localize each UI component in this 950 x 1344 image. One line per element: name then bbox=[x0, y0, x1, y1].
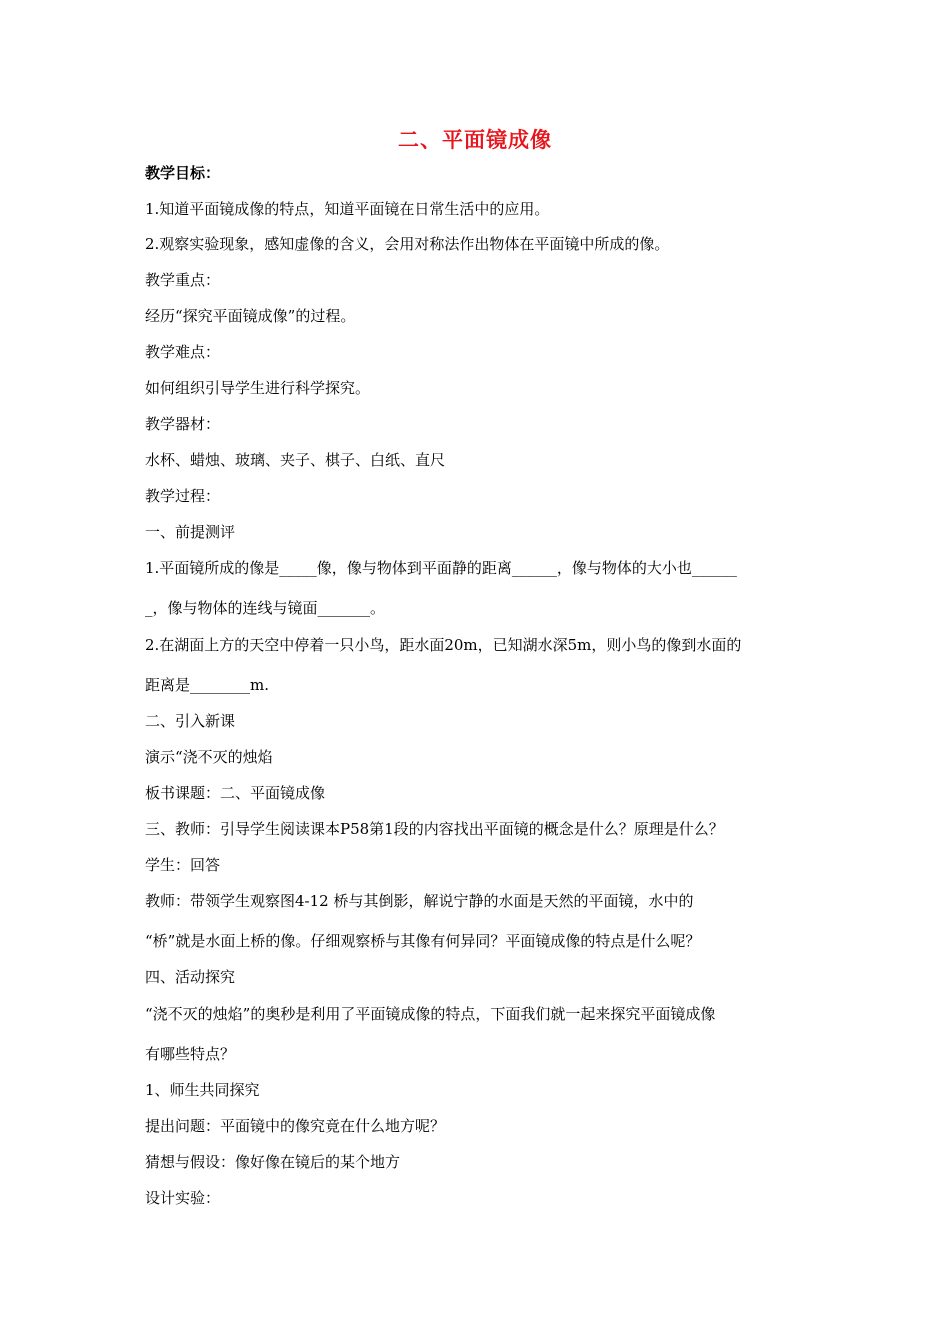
section-heading: 教学器材： bbox=[145, 415, 221, 433]
paragraph: “桥”就是水面上桥的像。仔细观察桥与其像有何异同？平面镜成像的特点是什么呢？ bbox=[145, 932, 701, 950]
subsection-heading: 一、前提测评 bbox=[145, 523, 236, 541]
section-heading: 教学难点： bbox=[145, 343, 221, 361]
question-text: 距离是________m. bbox=[145, 676, 269, 694]
paragraph: 设计实验： bbox=[145, 1189, 221, 1207]
paragraph: 提出问题：平面镜中的像究竟在什么地方呢？ bbox=[145, 1117, 446, 1135]
paragraph: 水杯、蜡烛、玻璃、夹子、棋子、白纸、直尺 bbox=[145, 451, 446, 469]
paragraph: 如何组织引导学生进行科学探究。 bbox=[145, 379, 371, 397]
paragraph: 有哪些特点？ bbox=[145, 1045, 236, 1063]
paragraph: 猜想与假设：像好像在镜后的某个地方 bbox=[145, 1153, 401, 1171]
subsection-heading: 二、引入新课 bbox=[145, 712, 236, 730]
subsection-heading: 1、师生共同探究 bbox=[145, 1081, 260, 1099]
section-heading-teaching-goals: 教学目标： bbox=[145, 164, 221, 182]
paragraph: 三、教师：引导学生阅读课本P58第1段的内容找出平面镜的概念是什么？原理是什么？ bbox=[145, 820, 724, 838]
paragraph: 板书课题：二、平面镜成像 bbox=[145, 784, 326, 802]
paragraph: “浇不灭的烛焰”的奥秒是利用了平面镜成像的特点，下面我们就一起来探究平面镜成像 bbox=[145, 1005, 716, 1023]
paragraph: 2.观察实验现象，感知虚像的含义，会用对称法作出物体在平面镜中所成的像。 bbox=[145, 235, 670, 253]
paragraph: 1.知道平面镜成像的特点，知道平面镜在日常生活中的应用。 bbox=[145, 200, 550, 218]
question-text: 1.平面镜所成的像是_____像，像与物体到平面静的距离______，像与物体的大小也______ bbox=[145, 559, 737, 577]
section-heading: 教学重点： bbox=[145, 271, 221, 289]
page-title: 二、平面镜成像 bbox=[398, 128, 552, 152]
paragraph: 教师：带领学生观察图4-12 桥与其倒影，解说宁静的水面是天然的平面镜，水中的 bbox=[145, 892, 694, 910]
section-heading: 教学过程： bbox=[145, 487, 221, 505]
question-text: _，像与物体的连线与镜面_______。 bbox=[145, 599, 386, 617]
paragraph: 演示“浇不灭的烛焰 bbox=[145, 748, 273, 766]
subsection-heading: 四、活动探究 bbox=[145, 968, 236, 986]
paragraph: 经历“探究平面镜成像”的过程。 bbox=[145, 307, 356, 325]
question-text: 2.在湖面上方的天空中停着一只小鸟，距水面20m，已知湖水深5m，则小鸟的像到水面的 bbox=[145, 636, 742, 654]
paragraph: 学生：回答 bbox=[145, 856, 221, 874]
